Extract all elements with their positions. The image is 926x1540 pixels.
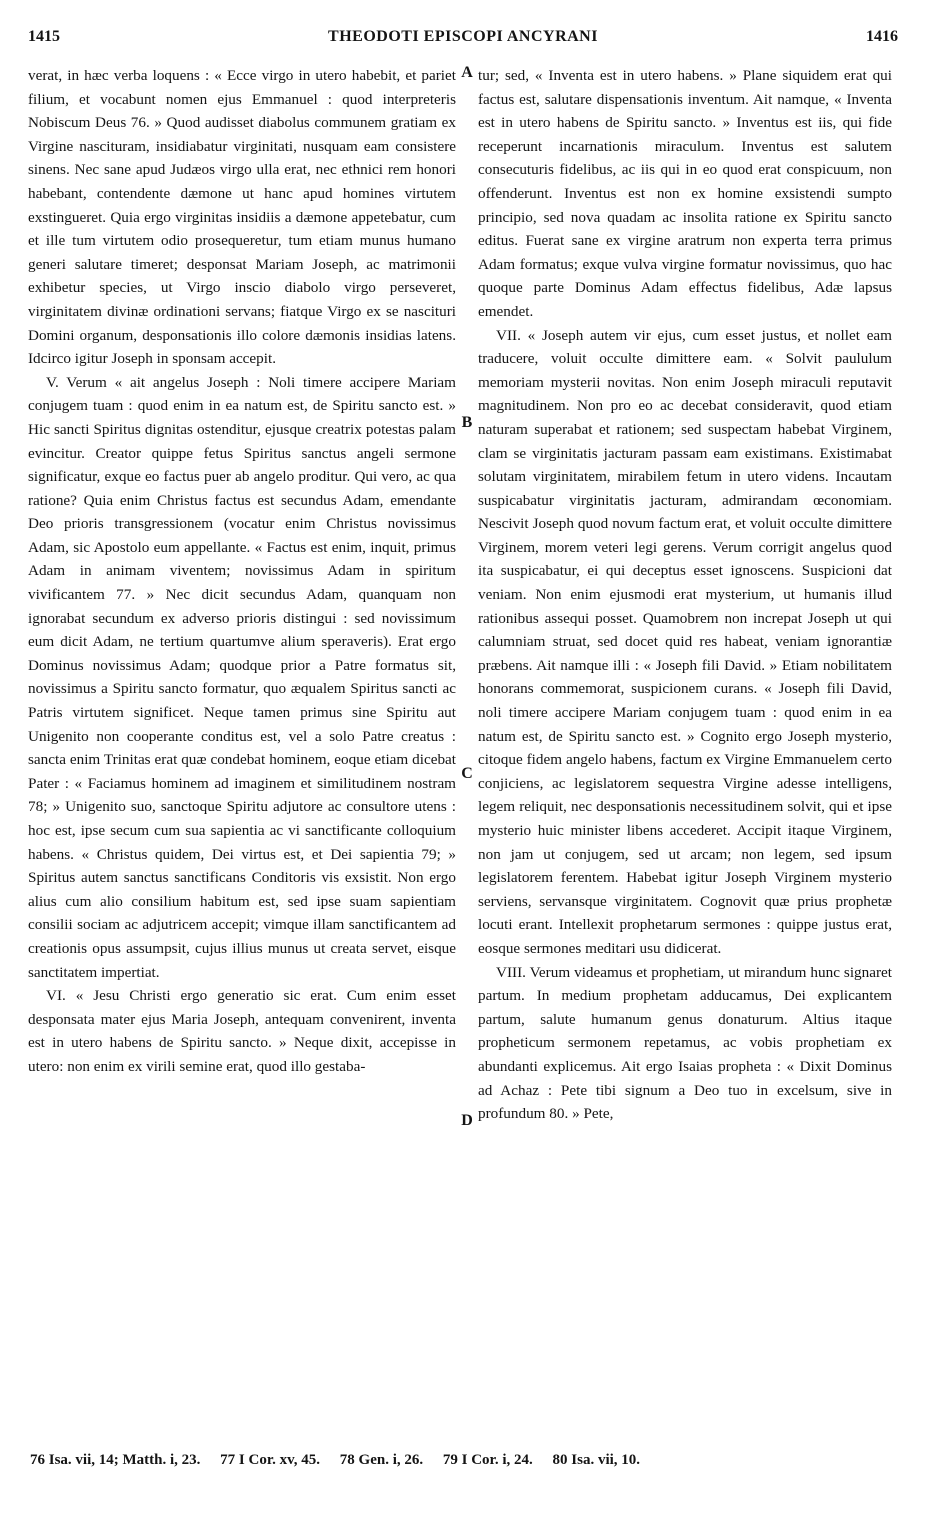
paragraph: tur; sed, « Inventa est in utero habens. » Plane siquidem erat qui factus est, salutare dispensationis inventum. Ait namque, « Inventa est in utero habens de Spiritu sancto. » Inventus est iis, qui fide receperunt incarnationis miraculum. Inventus est salutem consecuturis fidelibus, ac iis qui in eo quod erat conspicuum, non offenderunt. Inventus est non ex homine exsistendi sumpto principio, sed nova quadam ac insolita ratione ex Spiritu sancto editus. Fuerat sane ex virgine aratrum non experta terra primus Adam formatus; exque vulva virgine formatur novissimus, quo hac quoque parte Dominus Adam effectus fidelibus, Adæ lapsus emendet. [478,67,892,320]
section-marker-b: B [461,414,473,431]
section-marker-c: C [461,765,473,782]
footnote: 76 Isa. vii, 14; Matth. i, 23. [30,1452,201,1468]
paragraph: VII. « Joseph autem vir ejus, cum esset justus, et nollet eam traducere, voluit occulte dimittere eam. « Solvit paululum memoriam mysterii novitas. Non enim Joseph miraculi reputavit magnitudinem. Non pro eo ac decebat consideravit, quod etiam naturam superabat et rationem; sed suspectam habebat Virginem, clam se virginitatis jacturam passam eam existimans. Existimabat solutam virginitatem, mirabilem fetum in utero videns. Incautam suspicabatur virginitatis jacturam, admirandam œconomiam. Nescivit Joseph quod novum factum erat, et voluit occulte dimittere Virginem, morem veteri legi gerens. Verum corrigit angelus quod ita suspicabatur, ei qui deceptus esset ignoscens. Suspicioni dat veniam. Non enim ejusmodi erat mysterium, ut humanis illud rationibus assequi posset. Quamobrem non increpat Joseph ut qui calumniam struat, sed docet quid res habeat, veniam ignorantiæ præbens. Ait namque illi : « Joseph fili David. » Etiam nobilitatem honorans commemorat, suspicionem curans. « Joseph fili David, noli timere accipere Mariam conjugem tuam : quod enim in ea natum est, de Spiritu sancto est. » Cognito ergo Joseph mysterio, citoque fidem angelo habens, factum ex Virgine Emmanuelem certo conjiciens, ac legislatorem sequestra Virgine adesse intelligens, legem reliquit, nec desponsationis necessitudinem solvit, qui et ipse mysterio huic minister libens accederet. Accipit itaque Virginem, non jam ut conjugem, sed ut arcam; non legem, sed ipsum legislatorem ferentem. Habebat igitur Joseph Virginem mysterio serviens, servansque virginitatem. Cognovit quæ prius prophetæ locuti erant. Intellexit prophetarum sermones : quippe justus erat, eosque sermones meditari usu didicerat. [478,326,892,957]
left-column [28,64,456,1434]
page-number-left: 1415 [28,28,60,45]
running-title: THEODOTI EPISCOPI ANCYRANI [328,28,598,45]
footnote: 77 I Cor. xv, 45. [220,1452,321,1468]
footnote: 78 Gen. i, 26. [339,1452,424,1468]
paragraph: V. Verum « ait angelus Joseph : Noli timere accipere Mariam conjugem tuam : quod enim in ea natum est, de Spiritu sancto est. » Hic sancti Spiritus dignitas ostenditur, ejusque creatrix potestas palam evincitur. Creator quippe fetus Spiritus sanctus angeli sermone significatur, exque eo factus puer ab angelo proditur. Qui vero, ac qua ratione? Quia enim Christus factus est secundus Adam, emendante Deo prioris transgressionem (vocatur enim Christus novissimus Adam, sic Apostolo eum appellante. « Factus est enim, inquit, primus Adam in animam viventem; novissimus Adam in spiritum vivificantem 77. » Nec dicit secundus Adam, quanquam non ignorabat secundum ex adverso prioris distingui : sed novissimum eum dicit Adam, ne tertium quartumve alium speraveris). Erat ergo Dominus novissimus Adam; quodque prior a Patre formatus sit, novissimus a Spiritu sancto formatur, quo æqualem Spiritus sancti ac Patris virtutem significet. Neque tamen primus sine Spiritu aut Unigenito non cooperante conditus est, vel a solo Patre creatus : sancta enim Trinitas erat quæ condebat hominem, eoque etiam dicebat Pater : « Faciamus hominem ad imaginem et similitudinem nostram 78; » Unigenito suo, sanctoque Spiritu adjutore ac consultore utens : hoc est, ipse secum cum sua sapientia ac vi sanctificante colloquium habens. « Christus quidem, Dei virtus est, et Dei sapientia 79; » Spiritus autem sanctus sanctificans Conditoris vis exsistit. Non ergo alius cum alio consilium habitum est, sed ipse suam sapientiam consilii sociam ac adjutricem accepit; vimque illam sanctificantem ad creationis opus assumpsit, cujus illius munus ut creata servet, eisque sanctitatem impertiat. [28,373,456,981]
page-number-right: 1416 [866,28,898,45]
paragraph: VI. « Jesu Christi ergo generatio sic erat. Cum enim esset desponsata mater ejus Maria Joseph, antequam convenirent, inventa est in utero habens de Spiritu sancto. » Neque dixit, accepisse in utero: non enim ex virili semine erat, quod illo gestaba- [28,987,456,1075]
section-marker-a: A [461,64,473,81]
footnotes [30,1452,898,1469]
paragraph: VIII. Verum videamus et prophetiam, ut mirandum hunc signaret partum. In medium prophetam adducamus, Dei explicantem partum, salute humanum genus donaturum. Altius itaque propheticum sermonem repetamus, ac vobis prophetiam ex abundanti explicemus. Ait ergo Isaias propheta : « Dixit Dominus ad Achaz : Pete tibi signum a Deo tuo in excelsum, sive in profundum 80. » Pete, [478,963,892,1123]
section-marker-d: D [461,1112,473,1129]
footnote: 80 Isa. vii, 10. [552,1452,641,1468]
page-header [28,28,898,58]
right-column [478,64,892,1434]
footnote: 79 I Cor. i, 24. [442,1452,533,1468]
paragraph: verat, in hæc verba loquens : « Ecce virgo in utero habebit, et pariet filium, et vocabunt nomen ejus Emmanuel : quod interpreteris Nobiscum Deus 76. » Quod audisset diabolus communem gratiam ex Virgine nascituram, insidiabatur virginitati, nusquam eam consistere sinens. Nec sane apud Judæos virgo ulla erat, nec ethnici rem honori habebant, contendente dæmone ut hanc apud homines virtutem exstingueret. Quia ergo virginitas insidiis a dæmone appetebatur, cum et ille tum virtutem odio prosequeretur, tum etiam munus humano generi salutare timeret; desponsat Mariam Joseph, ac matrimonii exhibetur species, ut Virgo inscio diabolo virgo perseveret, virginitatem divinæ ordinationi servans; fiatque Virgo ex se nascituri Domini organum, desponsationis illo colore dæmonis insidias latens. Idcirco igitur Joseph in sponsam accepit. [28,67,456,368]
